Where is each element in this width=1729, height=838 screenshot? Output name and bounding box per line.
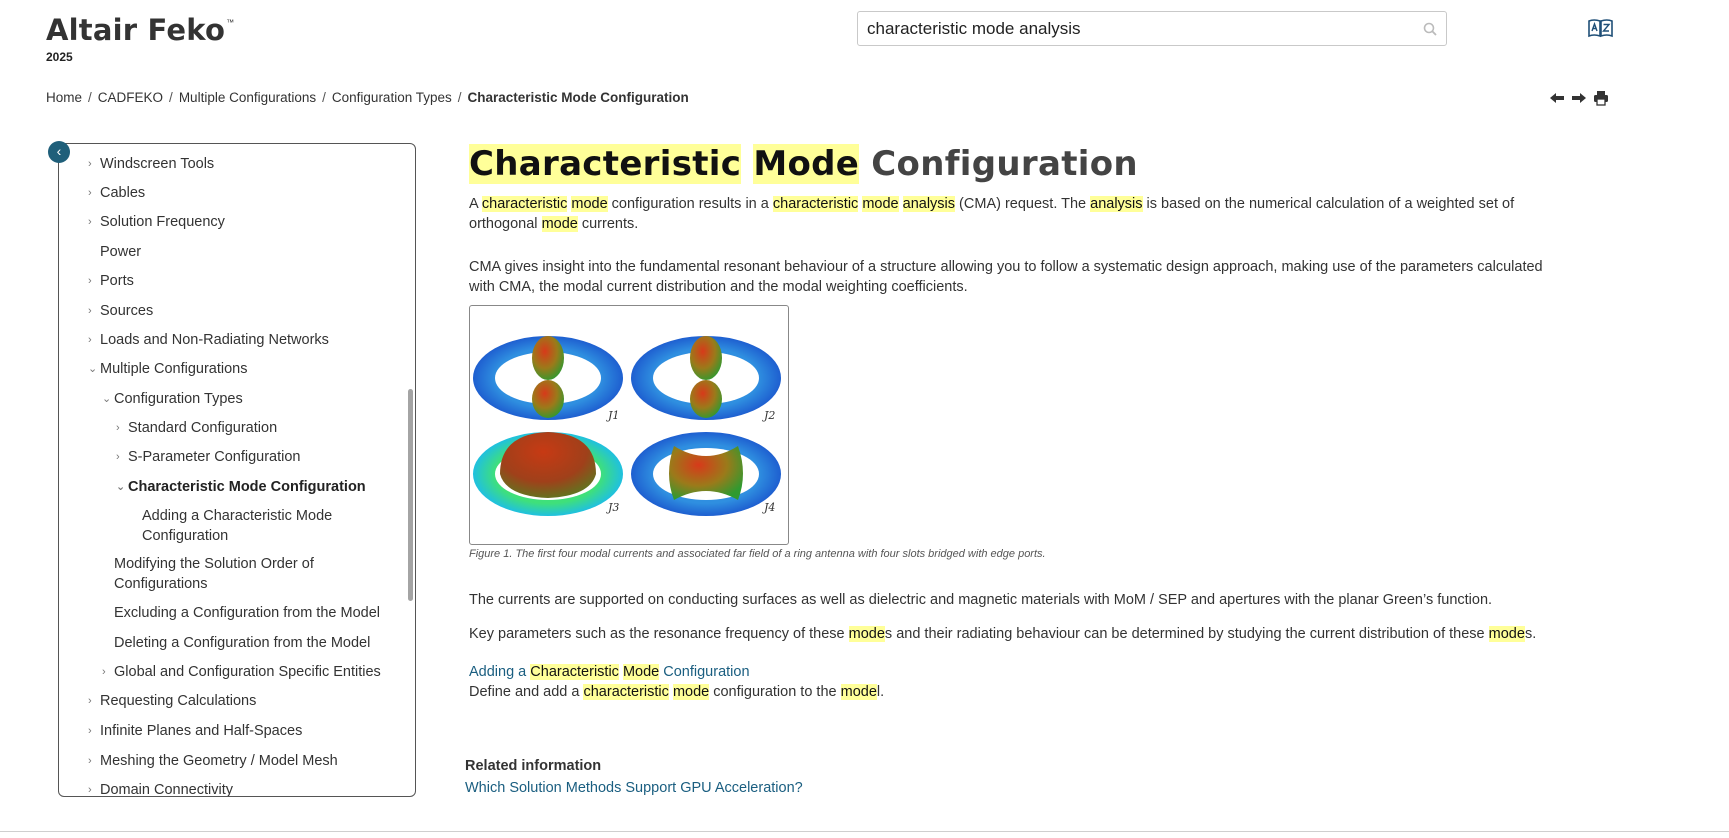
print-icon[interactable] (1592, 89, 1610, 107)
page-title (469, 142, 1579, 186)
text-segment: (CMA) request. The (955, 196, 1091, 212)
breadcrumb-configuration-types[interactable]: Configuration Types (331, 90, 452, 105)
mode-3-label: J3 (608, 501, 620, 514)
search-highlight: characteristic (772, 196, 859, 212)
toc-item-power[interactable] (100, 242, 399, 262)
mode-2-label: J2 (764, 409, 776, 422)
text-segment (741, 144, 753, 184)
toc-item-label: Power (100, 244, 142, 260)
breadcrumb-current: Characteristic Mode Configuration (467, 90, 689, 105)
search-highlight: Characteristic (530, 664, 619, 680)
figure-caption: Figure 1. The first four modal currents and associated far field of a ring antenna with four slots bridged with edge ports. (469, 548, 1046, 560)
search-highlight: analysis (902, 196, 956, 212)
chevron-down-icon[interactable]: ⌄ (116, 481, 126, 493)
currents-paragraph: The currents are supported on conducting surfaces as well as dielectric and magnetic materials with MoM / SEP and apertures with the planar Green’s function. (469, 592, 1493, 608)
toc-item-label: Domain Connectivity (100, 782, 233, 797)
breadcrumb-separator: / (457, 90, 462, 105)
text-segment: A (469, 196, 482, 212)
text-segment: currents. (577, 216, 639, 232)
search-highlight: characteristic (481, 196, 568, 212)
cma-paragraph: CMA gives insight into the fundamental resonant behaviour of a structure allowing you to follow a systematic design approach, making use of the parameters calculated with CMA, the modal current distribution and the modal weighting coefficients. (469, 259, 1543, 295)
toc-item-label: Modifying the Solution Order of Configurations (114, 556, 314, 592)
search-highlight: analysis (1090, 196, 1143, 212)
breadcrumb-separator: / (322, 90, 326, 105)
breadcrumb-multiple-configurations[interactable]: Multiple Configurations (178, 90, 317, 105)
next-topic-icon[interactable] (1570, 89, 1588, 107)
breadcrumb-home[interactable]: Home (46, 90, 83, 105)
toc-item-label: Standard Configuration (128, 420, 278, 436)
toc-item-infinite-planes-and-half-spaces[interactable] (88, 721, 399, 741)
toc-item-label: S-Parameter Configuration (128, 449, 301, 465)
text-segment: Adding a (469, 664, 531, 680)
search-highlight: mode (672, 684, 710, 700)
brand-year: 2025 (46, 50, 73, 64)
toc-item-s-parameter-configuration[interactable] (116, 447, 399, 467)
mode-4-label: J4 (764, 501, 776, 514)
search-highlight: mode (541, 216, 578, 232)
toc-item-windscreen-tools[interactable] (88, 154, 399, 174)
chevron-right-icon[interactable]: › (88, 695, 92, 707)
chevron-right-icon[interactable]: › (88, 334, 92, 346)
toc-item-ports[interactable] (88, 271, 399, 291)
brand-trademark: ™ (226, 18, 235, 27)
table-of-contents (58, 143, 416, 797)
toc-item-label: Sources (100, 303, 154, 319)
text-segment: is based on the numerical calculation of a weighted set of orthogonal (469, 196, 1515, 232)
toc-item-solution-frequency[interactable] (88, 212, 399, 232)
toc-item-adding-a-characteristic-mode-configuration[interactable] (142, 506, 399, 546)
mode-4-plot (631, 432, 781, 516)
text-segment: Key parameters such as the resonance frequency of these (469, 626, 849, 642)
text-segment: configuration results in a (607, 196, 773, 212)
brand-logo[interactable] (46, 13, 234, 64)
chevron-right-icon[interactable]: › (116, 422, 120, 434)
toc-item-sources[interactable] (88, 301, 399, 321)
toc-item-multiple-configurations[interactable] (88, 359, 399, 379)
text-segment: configuration to the (709, 684, 841, 700)
toc-item-modifying-the-solution-order-of-configurations[interactable] (114, 554, 399, 594)
toc-item-domain-connectivity[interactable] (88, 780, 399, 797)
az-index-icon[interactable] (1588, 18, 1613, 38)
toc-item-label: Ports (100, 273, 134, 289)
search-highlight: mode (571, 196, 608, 212)
toc-item-label: Configuration Types (114, 391, 243, 407)
text-segment: l. (876, 684, 885, 700)
search-icon[interactable] (1422, 21, 1438, 37)
toc-item-label: Excluding a Configuration from the Model (114, 605, 380, 621)
chevron-down-icon[interactable]: ⌄ (88, 363, 98, 375)
chevron-right-icon[interactable]: › (88, 725, 92, 737)
child-topic-description (469, 682, 884, 702)
brand-name: Altair Feko (46, 13, 226, 47)
toc-item-label: Solution Frequency (100, 214, 225, 230)
search-highlight: mode (840, 684, 877, 700)
toc-item-label: Characteristic Mode Configuration (128, 479, 366, 495)
toc-item-meshing-the-geometry-model-mesh[interactable] (88, 751, 399, 771)
chevron-right-icon[interactable]: › (88, 187, 92, 199)
breadcrumb (46, 90, 689, 105)
text-segment: Define and add a (469, 684, 584, 700)
mode-2-plot (631, 336, 781, 422)
text-segment: s. (1524, 626, 1537, 642)
toc-item-global-and-configuration-specific-entities[interactable] (102, 662, 399, 682)
search-highlight: Characteristic (469, 144, 742, 184)
search-highlight: mode (848, 626, 885, 642)
chevron-right-icon[interactable]: › (116, 451, 120, 463)
text-segment: Configuration (659, 664, 750, 680)
mode-1-plot (473, 336, 623, 422)
toc-item-cables[interactable] (88, 183, 399, 203)
search-highlight: mode (862, 196, 899, 212)
toc-item-label: Multiple Configurations (100, 361, 248, 377)
related-link-gpu[interactable]: Which Solution Methods Support GPU Acceleration? (465, 780, 803, 796)
toc-scrollbar[interactable] (408, 389, 413, 601)
toc-item-deleting-a-configuration-from-the-model[interactable] (114, 633, 399, 653)
toc-item-label: Loads and Non-Radiating Networks (100, 332, 329, 348)
footer-divider (0, 831, 1729, 832)
chevron-right-icon[interactable]: › (88, 158, 92, 170)
search-highlight: mode (1488, 626, 1525, 642)
search-highlight: characteristic (583, 684, 669, 700)
toc-item-label: Global and Configuration Specific Entities (114, 664, 381, 680)
toc-item-label: Cables (100, 185, 146, 201)
search-highlight: Mode (753, 144, 860, 184)
toc-item-requesting-calculations[interactable] (88, 691, 399, 711)
search-input[interactable] (858, 12, 1398, 45)
intro-paragraph (469, 194, 1569, 234)
toc-item-label: Deleting a Configuration from the Model (114, 635, 371, 651)
topic-tools (1548, 88, 1610, 108)
previous-topic-icon[interactable] (1548, 89, 1566, 107)
breadcrumb-separator: / (169, 90, 173, 105)
mode-1-label: J1 (608, 409, 620, 422)
chevron-right-icon[interactable]: › (88, 305, 92, 317)
toc-item-loads-and-non-radiating-networks[interactable] (88, 330, 399, 350)
toc-item-excluding-a-configuration-from-the-model[interactable] (114, 603, 399, 623)
breadcrumb-cadfeko[interactable]: CADFEKO (97, 90, 164, 105)
key-parameters-paragraph (469, 624, 1536, 644)
chevron-right-icon[interactable]: › (88, 216, 92, 228)
toc-item-characteristic-mode-configuration[interactable] (116, 477, 399, 497)
toc-item-standard-configuration[interactable] (116, 418, 399, 438)
mode-3-plot (473, 432, 623, 516)
chevron-left-icon: ‹ (56, 143, 62, 159)
toc-item-configuration-types[interactable] (102, 389, 399, 409)
search-highlight: Mode (622, 664, 660, 680)
chevron-down-icon[interactable]: ⌄ (102, 393, 112, 405)
topic-content (469, 142, 1579, 700)
toc-item-label: Adding a Characteristic Mode Configuration (142, 508, 333, 544)
search-box[interactable] (857, 11, 1447, 46)
modal-currents-figure[interactable] (469, 305, 789, 545)
text-segment: Configuration (859, 144, 1138, 184)
toc-item-label: Infinite Planes and Half-Spaces (100, 723, 303, 739)
brand-title (46, 13, 234, 47)
breadcrumb-separator: / (88, 90, 92, 105)
child-topic-link[interactable] (469, 662, 750, 682)
toc-item-label: Requesting Calculations (100, 693, 257, 709)
chevron-right-icon[interactable]: › (88, 275, 92, 287)
toc-item-label: Windscreen Tools (100, 156, 215, 172)
related-information-heading: Related information (465, 758, 602, 774)
toc-item-label: Meshing the Geometry / Model Mesh (100, 753, 338, 769)
chevron-right-icon[interactable]: › (88, 755, 92, 767)
chevron-right-icon[interactable]: › (102, 666, 106, 678)
chevron-right-icon[interactable]: › (88, 784, 92, 796)
collapse-sidebar-button[interactable] (48, 141, 70, 163)
text-segment: s and their radiating behaviour can be determined by studying the current distribution of these (884, 626, 1489, 642)
